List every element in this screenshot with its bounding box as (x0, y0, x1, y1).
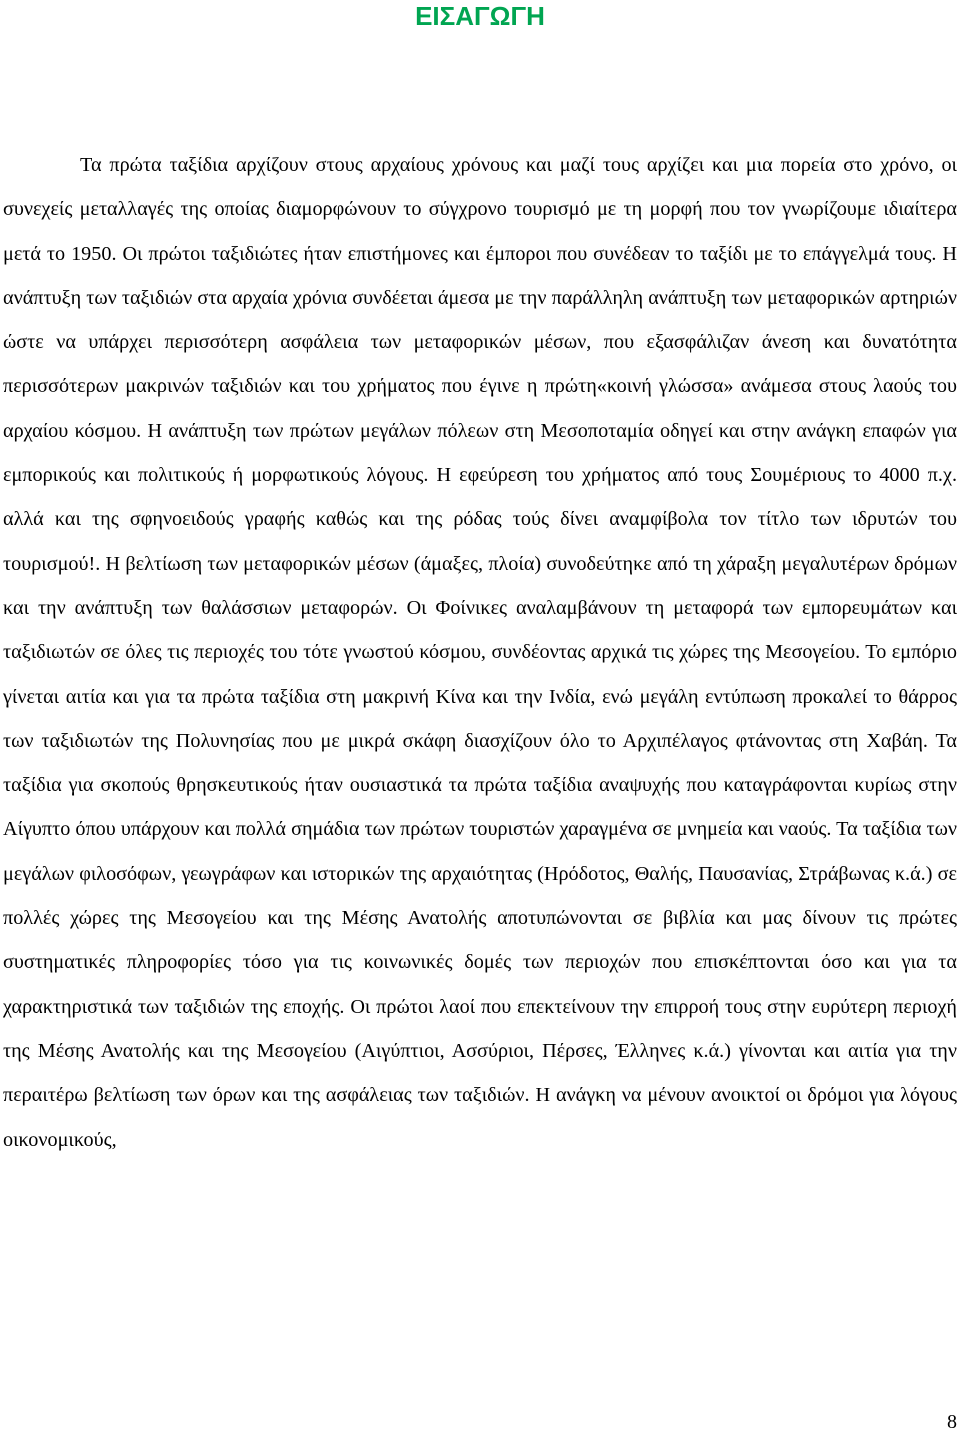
page-title: ΕΙΣΑΓΩΓΗ (415, 1, 545, 31)
page-number: 8 (947, 1411, 957, 1433)
body-paragraph: Τα πρώτα ταξίδια αρχίζουν στους αρχαίους χρόνους και μαζί τους αρχίζει και μια πορεία στο χρόνο, οι συνεχείς μεταλλαγές της οποίας διαμορφώνουν το σύγχρονο τουρισμό με τη μορφή που τον γνωρίζουμε ιδιαίτερα μετά το 1950. Οι πρώτοι ταξιδιώτες ήταν επιστήμονες και έμποροι που συνέδεαν το ταξίδι με το επάγγελμά τους. Η ανάπτυξη των ταξιδιών στα αρχαία χρόνια συνδέεται άμεσα με την παράλληλη ανάπτυξη των μεταφορικών αρτηριών ώστε να υπάρχει περισσότερη ασφάλεια των μεταφορικών μέσων, που εξασφάλιζαν άνεση και δυνατότητα περισσότερων μακρινών ταξιδιών και του χρήματος που έγινε η πρώτη«κοινή γλώσσα» ανάμεσα στους λαούς του αρχαίου κόσμου. Η ανάπτυξη των πρώτων μεγάλων πόλεων στη Μεσοποταμία οδηγεί και στην ανάγκη επαφών για εμπορικούς και πολιτικούς ή μορφωτικούς λόγους. Η εφεύρεση του χρήματος από τους Σουμέριους το 4000 π.χ. αλλά και της σφηνοειδούς γραφής καθώς και της ρόδας τούς δίνει αναμφίβολα τον τίτλο των ιδρυτών του τουρισμού!. Η βελτίωση των μεταφορικών μέσων (άμαξες, πλοία) συνοδεύτηκε από τη χάραξη μεγαλυτέρων δρόμων και την ανάπτυξη των θαλάσσιων μεταφορών. Οι Φοίνικες αναλαμβάνουν τη μεταφορά των εμπορευμάτων και ταξιδιωτών σε όλες τις περιοχές του τότε γνωστού κόσμου, συνδέοντας αρχικά τις χώρες της Μεσογείου. Το εμπόριο γίνεται αιτία και για τα πρώτα ταξίδια στη μακρινή Κίνα και την Ινδία, ενώ μεγάλη εντύπωση προκαλεί το θάρρος των ταξιδιωτών της Πολυνησίας που με μικρά σκάφη διασχίζουν όλο το Αρχιπέλαγος φτάνοντας στη Χαβάη. Τα ταξίδια για σκοπούς θρησκευτικούς ήταν ουσιαστικά τα πρώτα ταξίδια αναψυχής που καταγράφονται κυρίως στην Αίγυπτο όπου υπάρχουν και πολλά σημάδια των πρώτων τουριστών χαραγμένα σε μνημεία και ναούς. Τα ταξίδια των μεγάλων φιλοσόφων, γεωγράφων και ιστορικών της αρχαιότητας (Ηρόδοτος, Θαλής, Παυσανίας, Στράβωνας κ.ά.) σε πολλές χώρες της Μεσογείου και της Μέσης Ανατολής αποτυπώνονται σε βιβλία και μας δίνουν τις πρώτες συστηματικές πληροφορίες τόσο για τις κοινωνικές δομές των περιοχών που επισκέπτονται όσο και για τα χαρακτηριστικά των ταξιδιών της εποχής. Οι πρώτοι λαοί που επεκτείνουν την επιρροή τους στην ευρύτερη περιοχή της Μέσης Ανατολής και της Μεσογείου (Αιγύπτιοι, Ασσύριοι, Πέρσες, Έλληνες κ.ά.) γίνονται και αιτία για την περαιτέρω βελτίωση των όρων και της ασφάλειας των ταξιδιών. Η ανάγκη να μένουν ανοικτοί οι δρόμοι για λόγους οικονομικούς, (3, 154, 957, 1151)
